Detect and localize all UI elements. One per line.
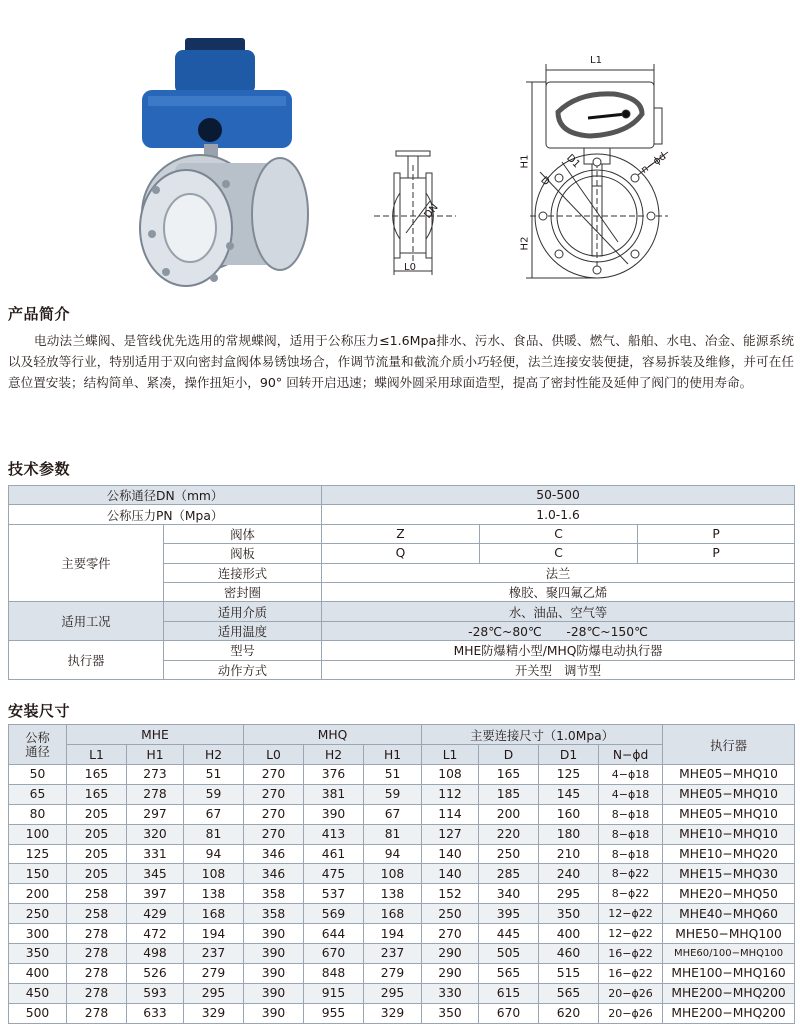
table-cell: 237: [184, 944, 244, 964]
table-row: [9, 884, 795, 904]
table-cell: 390: [244, 924, 304, 944]
table-cell: 340: [479, 884, 539, 904]
table-cell: 331: [127, 844, 184, 864]
table-cell: 258: [67, 884, 127, 904]
dims-title: 安装尺寸: [8, 702, 71, 720]
table-cell: 620: [539, 1003, 599, 1023]
table-cell: 237: [364, 944, 422, 964]
intro-title: 产品简介: [8, 305, 71, 323]
table-row: [9, 804, 795, 824]
pn-label: 公称压力PN（Mpa）: [9, 505, 322, 524]
table-cell: 140: [422, 864, 479, 884]
dn-label: DN: [422, 202, 441, 221]
table-cell: 8−ϕ18: [599, 804, 663, 824]
table-cell: 450: [9, 983, 67, 1003]
table-cell: 194: [364, 924, 422, 944]
table-cell: 390: [244, 1003, 304, 1023]
table-row: [9, 765, 795, 785]
table-cell: 472: [127, 924, 184, 944]
body-c: C: [480, 524, 638, 543]
parts-label: 主要零件: [9, 524, 164, 602]
table-cell: 461: [304, 844, 364, 864]
medium-value: 水、油品、空气等: [322, 602, 795, 621]
table-cell: 413: [304, 824, 364, 844]
sub-col: H2: [304, 745, 364, 765]
pn-value: 1.0-1.6: [322, 505, 795, 524]
table-cell: 429: [127, 904, 184, 924]
table-cell: 165: [67, 784, 127, 804]
table-cell: 150: [9, 864, 67, 884]
dn-label: 公称通径DN（mm）: [9, 486, 322, 505]
table-row: [9, 983, 795, 1003]
dims-table: [8, 724, 795, 1024]
table-cell: 390: [244, 944, 304, 964]
temp-label: 适用温度: [164, 621, 322, 640]
col-dn: 公称通径: [9, 725, 67, 765]
table-cell: 250: [422, 904, 479, 924]
table-cell: 67: [184, 804, 244, 824]
table-cell: 475: [304, 864, 364, 884]
table-cell: 350: [9, 944, 67, 964]
mode-value: 开关型 调节型: [322, 660, 795, 679]
model-value: MHE防爆精小型/MHQ防爆电动执行器: [322, 641, 795, 660]
table-cell: 397: [127, 884, 184, 904]
table-cell: 295: [364, 983, 422, 1003]
table-cell: 350: [422, 1003, 479, 1023]
table-cell: MHE05−MHQ10: [663, 804, 795, 824]
sub-col: L1: [67, 745, 127, 765]
table-cell: 505: [479, 944, 539, 964]
table-cell: MHE60/100−MHQ100: [663, 944, 795, 964]
table-cell: 20−ϕ26: [599, 983, 663, 1003]
table-cell: 12−ϕ22: [599, 924, 663, 944]
table-cell: 152: [422, 884, 479, 904]
table-row: [9, 844, 795, 864]
table-cell: 633: [127, 1003, 184, 1023]
table-cell: 278: [67, 1003, 127, 1023]
table-cell: 205: [67, 844, 127, 864]
table-row: [9, 944, 795, 964]
table-cell: MHE10−MHQ10: [663, 824, 795, 844]
table-cell: 8−ϕ18: [599, 844, 663, 864]
table-cell: 270: [244, 784, 304, 804]
table-cell: 569: [304, 904, 364, 924]
table-cell: 160: [539, 804, 599, 824]
table-cell: 81: [364, 824, 422, 844]
table-cell: 593: [127, 983, 184, 1003]
model-label: 型号: [164, 641, 322, 660]
table-cell: 350: [539, 904, 599, 924]
table-cell: 460: [539, 944, 599, 964]
table-cell: 16−ϕ22: [599, 944, 663, 964]
table-cell: 270: [422, 924, 479, 944]
table-cell: 285: [479, 864, 539, 884]
table-cell: 8−ϕ22: [599, 864, 663, 884]
table-cell: 278: [67, 983, 127, 1003]
table-row: [9, 824, 795, 844]
table-cell: 140: [422, 844, 479, 864]
table-cell: 273: [127, 765, 184, 785]
table-cell: 205: [67, 864, 127, 884]
table-cell: 138: [364, 884, 422, 904]
table-cell: 330: [422, 983, 479, 1003]
table-cell: 295: [539, 884, 599, 904]
table-cell: 346: [244, 844, 304, 864]
table-cell: 108: [422, 765, 479, 785]
table-cell: 250: [479, 844, 539, 864]
h2-label: H2: [519, 236, 531, 251]
table-cell: 65: [9, 784, 67, 804]
table-cell: 185: [479, 784, 539, 804]
table-cell: MHE40−MHQ60: [663, 904, 795, 924]
sub-col: D1: [539, 745, 599, 765]
table-cell: 4−ϕ18: [599, 765, 663, 785]
l1-label: L1: [590, 55, 602, 66]
table-cell: 94: [364, 844, 422, 864]
table-cell: 537: [304, 884, 364, 904]
table-cell: 205: [67, 804, 127, 824]
body-z: Z: [322, 524, 480, 543]
product-photo: [130, 38, 320, 300]
table-cell: 515: [539, 963, 599, 983]
table-cell: 145: [539, 784, 599, 804]
table-cell: 526: [127, 963, 184, 983]
table-cell: 20−ϕ26: [599, 1003, 663, 1023]
table-cell: 390: [244, 963, 304, 983]
table-row: [9, 904, 795, 924]
table-cell: 329: [364, 1003, 422, 1023]
table-cell: 108: [364, 864, 422, 884]
sub-col: L1: [422, 745, 479, 765]
table-cell: 180: [539, 824, 599, 844]
table-cell: 500: [9, 1003, 67, 1023]
col-mhe: MHE: [67, 725, 244, 745]
table-row: [9, 1003, 795, 1023]
table-cell: 81: [184, 824, 244, 844]
sub-col: L0: [244, 745, 304, 765]
table-cell: 270: [244, 804, 304, 824]
seal-value: 橡胶、聚四氟乙烯: [322, 582, 795, 601]
table-cell: 295: [184, 983, 244, 1003]
table-cell: 278: [67, 963, 127, 983]
disc-p: P: [638, 544, 795, 563]
table-cell: 258: [67, 904, 127, 924]
table-row: [9, 924, 795, 944]
table-cell: 165: [479, 765, 539, 785]
table-cell: 278: [67, 924, 127, 944]
table-cell: 210: [539, 844, 599, 864]
table-cell: 8−ϕ18: [599, 824, 663, 844]
table-cell: MHE05−MHQ10: [663, 765, 795, 785]
table-cell: MHE05−MHQ10: [663, 784, 795, 804]
table-cell: MHE15−MHQ30: [663, 864, 795, 884]
table-cell: 94: [184, 844, 244, 864]
table-cell: 290: [422, 963, 479, 983]
conn-label: 连接形式: [164, 563, 322, 582]
l0-label: L0: [404, 262, 416, 273]
table-cell: 297: [127, 804, 184, 824]
table-cell: 127: [422, 824, 479, 844]
table-cell: 240: [539, 864, 599, 884]
table-cell: 270: [244, 765, 304, 785]
table-cell: 138: [184, 884, 244, 904]
table-cell: 114: [422, 804, 479, 824]
d1-label: D1: [564, 152, 582, 171]
table-cell: MHE200−MHQ200: [663, 983, 795, 1003]
table-cell: 395: [479, 904, 539, 924]
table-cell: MHE50−MHQ100: [663, 924, 795, 944]
sub-col: N−ϕd: [599, 745, 663, 765]
table-cell: 200: [479, 804, 539, 824]
table-cell: 194: [184, 924, 244, 944]
table-cell: 125: [539, 765, 599, 785]
intro-text: 电动法兰蝶阀、是管线优先选用的常规蝶阀，适用于公称压力≤1.6Mpa排水、污水、食品、供暖、燃气、船舶、水电、冶金、能源系统以及轻放等行业，特别适用于双向密封盒阀体易锈蚀场合，作调节流量和截流介质小巧轻便，法兰连接安装便捷，容易拆装及维修，并可在任意位置安装；结构简单、紧凑，操作扭矩小，90° 回转开启迅速；蝶阀外圆采用球面造型，提高了密封性能及延伸了阀门的使用寿命。: [8, 333, 794, 390]
table-cell: 320: [127, 824, 184, 844]
table-cell: 615: [479, 983, 539, 1003]
table-row: [9, 784, 795, 804]
table-cell: 80: [9, 804, 67, 824]
tech-title: 技术参数: [8, 460, 71, 478]
table-cell: 168: [364, 904, 422, 924]
table-cell: 279: [184, 963, 244, 983]
table-cell: 250: [9, 904, 67, 924]
table-cell: 165: [67, 765, 127, 785]
table-cell: 498: [127, 944, 184, 964]
table-cell: 8−ϕ22: [599, 884, 663, 904]
table-cell: 51: [364, 765, 422, 785]
body-label: 阀体: [164, 524, 322, 543]
table-cell: 644: [304, 924, 364, 944]
table-cell: 955: [304, 1003, 364, 1023]
table-cell: 279: [364, 963, 422, 983]
table-cell: 205: [67, 824, 127, 844]
table-cell: 565: [479, 963, 539, 983]
table-cell: MHE100−MHQ160: [663, 963, 795, 983]
nd-label: n−ϕd: [639, 151, 669, 176]
table-cell: 200: [9, 884, 67, 904]
medium-label: 适用介质: [164, 602, 322, 621]
table-cell: 400: [539, 924, 599, 944]
table-cell: 4−ϕ18: [599, 784, 663, 804]
table-cell: 278: [67, 944, 127, 964]
table-cell: 59: [364, 784, 422, 804]
col-actuator: 执行器: [663, 725, 795, 765]
tech-table: [8, 485, 795, 680]
table-cell: 445: [479, 924, 539, 944]
seal-label: 密封圈: [164, 582, 322, 601]
table-cell: 300: [9, 924, 67, 944]
table-cell: 290: [422, 944, 479, 964]
table-cell: 100: [9, 824, 67, 844]
table-cell: 108: [184, 864, 244, 884]
table-cell: 168: [184, 904, 244, 924]
table-cell: 358: [244, 904, 304, 924]
table-cell: 345: [127, 864, 184, 884]
table-cell: 50: [9, 765, 67, 785]
act-label: 执行器: [9, 641, 164, 680]
table-cell: 51: [184, 765, 244, 785]
col-flange: 主要连接尺寸（1.0Mpa）: [422, 725, 663, 745]
table-cell: 848: [304, 963, 364, 983]
h1-label: H1: [519, 154, 531, 169]
table-cell: MHE20−MHQ50: [663, 884, 795, 904]
table-cell: 67: [364, 804, 422, 824]
table-cell: 670: [479, 1003, 539, 1023]
side-view-drawing: [370, 145, 460, 280]
table-cell: 278: [127, 784, 184, 804]
disc-c: C: [480, 544, 638, 563]
sub-col: H1: [364, 745, 422, 765]
table-cell: MHE10−MHQ20: [663, 844, 795, 864]
table-cell: 125: [9, 844, 67, 864]
table-cell: 329: [184, 1003, 244, 1023]
table-cell: 381: [304, 784, 364, 804]
mode-label: 动作方式: [164, 660, 322, 679]
table-cell: 670: [304, 944, 364, 964]
disc-q: Q: [322, 544, 480, 563]
table-cell: 915: [304, 983, 364, 1003]
col-mhq: MHQ: [244, 725, 422, 745]
table-cell: MHE200−MHQ200: [663, 1003, 795, 1023]
conn-value: 法兰: [322, 563, 795, 582]
dn-value: 50-500: [322, 486, 795, 505]
table-row: [9, 963, 795, 983]
table-row: [9, 864, 795, 884]
cond-label: 适用工况: [9, 602, 164, 641]
table-cell: 358: [244, 884, 304, 904]
table-cell: 220: [479, 824, 539, 844]
body-p: P: [638, 524, 795, 543]
table-cell: 390: [244, 983, 304, 1003]
sub-col: H1: [127, 745, 184, 765]
disc-label: 阀板: [164, 544, 322, 563]
table-cell: 16−ϕ22: [599, 963, 663, 983]
table-cell: 565: [539, 983, 599, 1003]
table-cell: 390: [304, 804, 364, 824]
table-cell: 59: [184, 784, 244, 804]
temp-value: -28℃~80℃ -28℃~150℃: [322, 621, 795, 640]
table-cell: 376: [304, 765, 364, 785]
table-cell: 112: [422, 784, 479, 804]
table-cell: 400: [9, 963, 67, 983]
table-cell: 270: [244, 824, 304, 844]
sub-col: H2: [184, 745, 244, 765]
d-label: D: [538, 174, 552, 189]
table-cell: 12−ϕ22: [599, 904, 663, 924]
sub-col: D: [479, 745, 539, 765]
table-cell: 346: [244, 864, 304, 884]
